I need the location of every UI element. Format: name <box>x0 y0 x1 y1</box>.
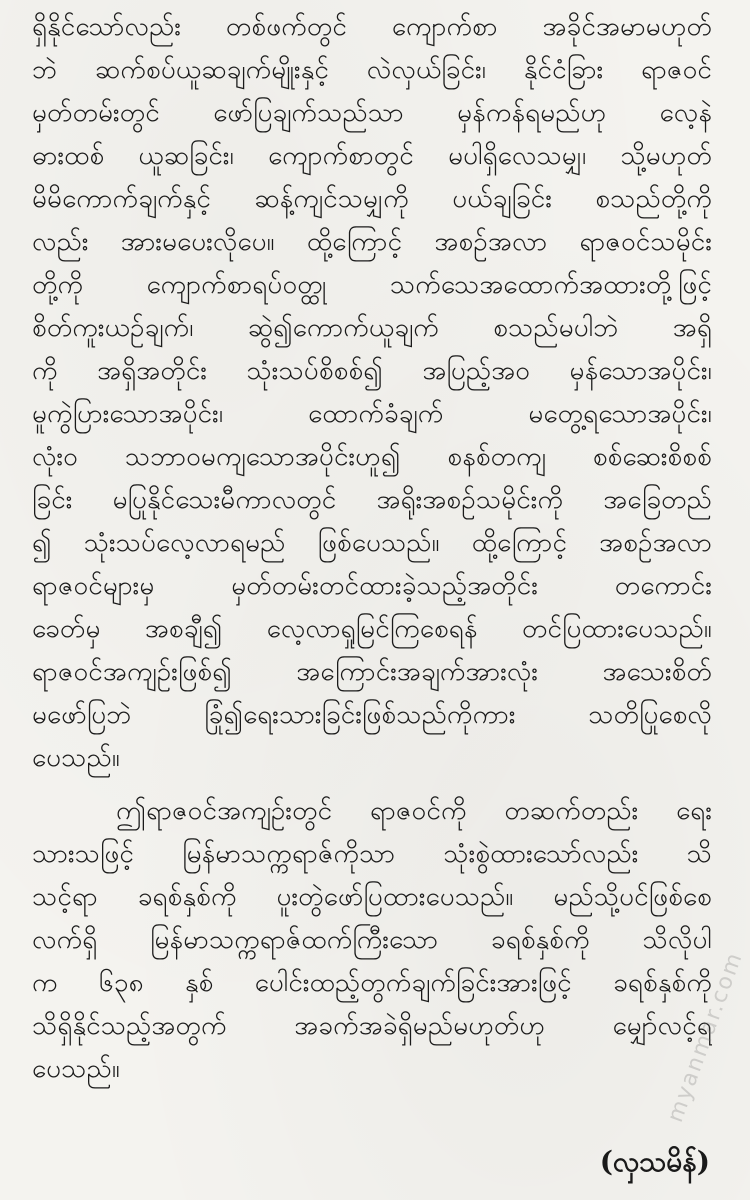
text-line: သင့်ရာ ခရစ်နှစ်ကို ပူးတွဲဖော်ပြထားပေသည်။ မည်သို့ပင်ဖြစ်စေ <box>32 882 712 912</box>
text-line: တို့ကို ကျောက်စာရပ်ဝတ္ထု သက်သေအထောက်အထားတို့ဖြင့် <box>32 270 712 300</box>
text-line: ပေသည်။ <box>32 743 120 773</box>
text-line: ခေတ်မှ အစချီ၍ လေ့လာရှုမြင်ကြစေရန် တင်ပြထားပေသည်။ <box>32 614 712 644</box>
body-text <box>32 6 712 1091</box>
text-line: က ၆၃၈ နှစ် ပေါင်းထည့်တွက်ချက်ခြင်းအားဖြင့် ခရစ်နှစ်ကို <box>32 968 712 998</box>
text-line: မှတ်တမ်းတွင် ဖော်ပြချက်သည်သာ မှန်ကန်ရမည်ဟု လေ့နဲ <box>32 98 712 128</box>
text-line: ၍ သုံးသပ်လေ့လာရမည် ဖြစ်ပေသည်။ ထို့ကြောင့် အစဉ်အလာ <box>32 528 712 558</box>
text-line: သိရှိနိုင်သည့်အတွက် အခက်အခဲရှိမည်မဟုတ်ဟု မျှော်လင့်ရ <box>32 1011 712 1041</box>
text-line: ဓားထစ် ယူဆခြင်း၊ ကျောက်စာတွင် မပါရှိလေသမျှ၊ သို့မဟုတ် <box>32 141 712 171</box>
text-line: လည်း အားမပေးလိုပေ။ ထို့ကြောင့် အစဉ်အလာ ရာဇဝင်သမိုင်း <box>32 227 712 257</box>
text-line: ပေသည်။ <box>32 1054 120 1084</box>
text-line: ခြင်း မပြုနိုင်သေးမီကာလတွင် အရိုးအစဉ်သမိုင်းကို အခြေတည် <box>32 485 712 515</box>
text-line: မဖော်ပြဘဲ ခြုံ၍ရေးသားခြင်းဖြစ်သည်ကိုကား သတိပြုစေလို <box>32 700 712 730</box>
text-line: ရာဇဝင်အကျဉ်းဖြစ်၍ အကြောင်းအချက်အားလုံး အသေးစိတ် <box>32 657 712 687</box>
text-line: သားသဖြင့် မြန်မာသက္ကရာဇ်ကိုသာ သုံးစွဲထားသော်လည်း သိ <box>32 839 712 869</box>
text-line: မူကွဲပြားသောအပိုင်း၊ ထောက်ခံချက် မတွေ့ရသောအပိုင်း၊ <box>32 399 712 429</box>
text-line: လုံးဝ သဘာဝမကျသောအပိုင်းဟူ၍ စနစ်တကျ စစ်ဆေးစိစစ် <box>32 442 712 472</box>
text-line: ဘဲ ဆက်စပ်ယူဆချက်မျိုးနှင့် လဲလှယ်ခြင်း၊ နိုင်ငံခြား ရာဇဝင် <box>32 55 712 85</box>
watermark: myanmar.com <box>663 948 748 1126</box>
text-line: ဤရာဇဝင်အကျဉ်းတွင် ရာဇဝင်ကို တဆက်တည်း ရေး <box>116 796 712 826</box>
text-line: ရှိနိုင်သော်လည်း တစ်ဖက်တွင် ကျောက်စာ အခိုင်အမာမဟုတ် <box>32 12 712 42</box>
text-line: စိတ်ကူးယဉ်ချက်၊ ဆွဲ၍ကောက်ယူချက် စသည်မပါဘဲ အရှိ <box>32 313 712 343</box>
author-signature: (လှသမိန်) <box>599 1145 710 1178</box>
text-line: ရာဇဝင်များမှ မှတ်တမ်းတင်ထားခဲ့သည့်အတိုင်း တကောင်း <box>32 571 712 601</box>
text-line: ကို အရှိအတိုင်း သုံးသပ်စိစစ်၍ အပြည့်အဝ မှန်သောအပိုင်း၊ <box>32 356 712 386</box>
text-line: လက်ရှိ မြန်မာသက္ကရာဇ်ထက်ကြီးသော ခရစ်နှစ်ကို သိလိုပါ <box>32 925 712 955</box>
paragraph-2 <box>32 790 712 1091</box>
paragraph-1 <box>32 6 712 780</box>
text-line: မိမိကောက်ချက်နှင့် ဆန့်ကျင်သမျှကို ပယ်ချခြင်း စသည်တို့ကို <box>32 184 712 214</box>
